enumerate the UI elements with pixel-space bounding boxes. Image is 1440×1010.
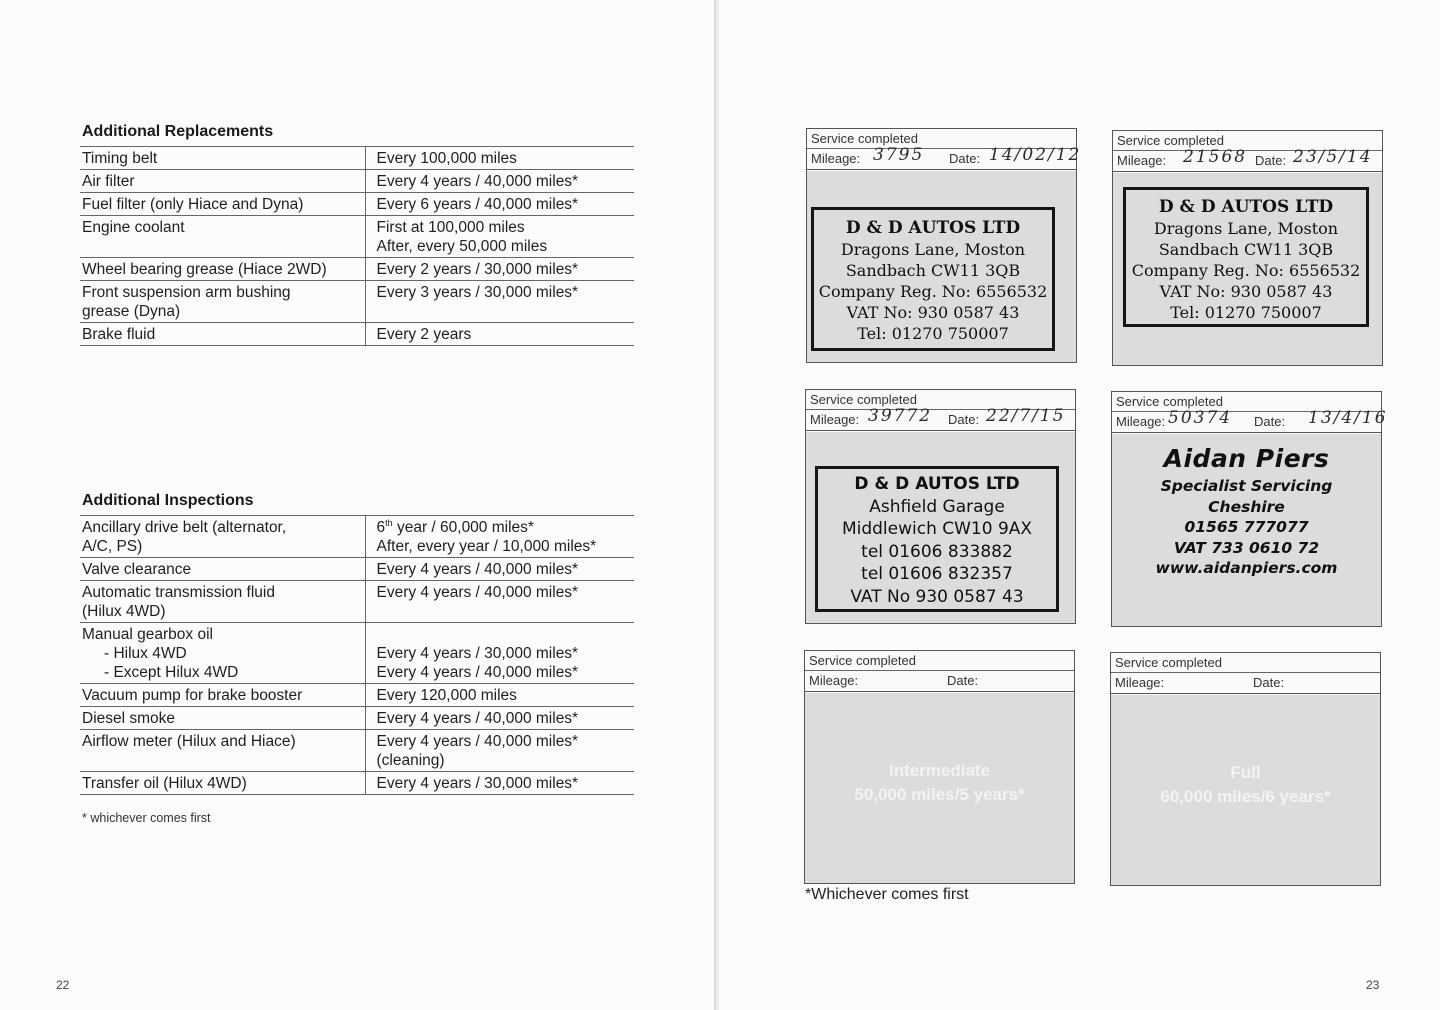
mileage-date-row xyxy=(1113,147,1382,172)
item-cell: Fuel filter (only Hiace and Dyna) xyxy=(80,193,365,216)
inspections-table xyxy=(80,515,634,795)
date-label: Date: xyxy=(1255,153,1287,168)
service-box-header xyxy=(1113,131,1382,173)
interval-cell: Every 4 years / 30,000 miles* Every 4 years / 40,000 miles* xyxy=(376,645,579,681)
service-box xyxy=(805,389,1076,624)
mileage-date-row xyxy=(807,145,1082,170)
service-box xyxy=(806,128,1082,363)
interval-watermark: Full 60,000 miles/6 years* xyxy=(1160,763,1331,806)
table-row xyxy=(80,772,634,795)
service-box-header xyxy=(1112,392,1388,434)
service-box xyxy=(1111,391,1388,627)
service-completed-label: Service completed xyxy=(806,390,1075,410)
table-row xyxy=(80,623,634,684)
interval-cell: Every 3 years / 30,000 miles* xyxy=(376,284,579,301)
table-row xyxy=(80,258,634,281)
item-cell: Transfer oil (Hilux 4WD) xyxy=(80,772,365,795)
interval-cell: Every 4 years / 40,000 miles* xyxy=(376,710,579,727)
garage-stamp: D & D AUTOS LTD Dragons Lane, Moston Sandbach CW11 3QB Company Reg. No: 6556532 VAT No: 930 0587 43 Tel: 01270 750007 xyxy=(1123,187,1369,327)
table-row xyxy=(80,281,634,323)
footnote: * whichever comes first xyxy=(82,811,211,825)
item-cell: Timing belt xyxy=(80,147,365,170)
replacements-title: Additional Replacements xyxy=(82,123,274,140)
date-label: Date: xyxy=(947,673,979,688)
interval-cell: Every 4 years / 40,000 miles* xyxy=(376,173,579,190)
item-cell: Front suspension arm bushing grease (Dyna) xyxy=(80,281,365,323)
interval-cell: Every 4 years / 40,000 miles* xyxy=(376,561,579,578)
table-row xyxy=(80,147,634,170)
interval-cell: Every 4 years / 40,000 miles* xyxy=(376,584,579,601)
mileage-label: Mileage: xyxy=(810,412,860,427)
table-row xyxy=(80,216,634,258)
mileage-label: Mileage: xyxy=(1117,153,1167,168)
interval-cell: Every 2 years / 30,000 miles* xyxy=(376,261,579,278)
item-cell: Brake fluid xyxy=(80,323,365,346)
interval-cell: Every 4 years / 40,000 miles* (cleaning) xyxy=(376,733,579,769)
handwritten-date: 14/02/12 xyxy=(989,145,1082,165)
table-row xyxy=(80,684,634,707)
table-row xyxy=(80,323,634,346)
service-completed-label: Service completed xyxy=(1113,131,1382,151)
item-cell: Valve clearance xyxy=(80,558,365,581)
inspections-title: Additional Inspections xyxy=(82,492,254,509)
table-row xyxy=(80,730,634,772)
interval-cell: Every 6 years / 40,000 miles* xyxy=(376,196,579,213)
mileage-label: Mileage: xyxy=(809,673,859,688)
table-row xyxy=(80,558,634,581)
interval-cell: 6th year / 60,000 miles* After, every year / 10,000 miles* xyxy=(376,517,597,555)
mileage-label: Mileage: xyxy=(1115,675,1165,690)
item-cell: Wheel bearing grease (Hiace 2WD) xyxy=(80,258,365,281)
table-row xyxy=(80,170,634,193)
item-cell: Engine coolant xyxy=(80,216,365,258)
service-box-header xyxy=(807,129,1082,171)
item-cell: Ancillary drive belt (alternator, A/C, PS) xyxy=(80,516,365,558)
date-label: Date: xyxy=(949,151,981,166)
interval-watermark: Intermediate 50,000 miles/5 years* xyxy=(854,761,1025,804)
replacements-table xyxy=(80,146,634,346)
service-completed-label: Service completed xyxy=(807,129,1076,149)
garage-stamp: Aidan Piers Specialist Servicing Cheshire 01565 777077 VAT 733 0610 72 www.aidanpiers.com xyxy=(1155,444,1338,577)
interval-cell: Every 4 years / 30,000 miles* xyxy=(376,775,579,792)
garage-stamp: D & D AUTOS LTD Dragons Lane, Moston Sandbach CW11 3QB Company Reg. No: 6556532 VAT No: 930 0587 43 Tel: 01270 750007 xyxy=(811,207,1055,351)
handwritten-date: 23/5/14 xyxy=(1293,147,1373,167)
handwritten-date: 13/4/16 xyxy=(1308,408,1388,428)
item-cell: Airflow meter (Hilux and Hiace) xyxy=(80,730,365,772)
handwritten-mileage: 50374 xyxy=(1168,408,1233,428)
left-page xyxy=(0,0,716,1010)
interval-cell: First at 100,000 miles After, every 50,000 miles xyxy=(376,219,548,255)
interval-cell: Every 100,000 miles xyxy=(376,150,517,167)
item-cell: Manual gearbox oil - Hilux 4WD - Except Hilux 4WD xyxy=(80,623,365,684)
interval-cell: Every 120,000 miles xyxy=(376,687,517,704)
service-box-header xyxy=(805,651,1074,693)
service-box xyxy=(804,650,1075,884)
handwritten-date: 22/7/15 xyxy=(986,406,1066,426)
table-row xyxy=(80,516,634,558)
handwritten-mileage: 39772 xyxy=(868,406,933,426)
service-completed-label: Service completed xyxy=(1111,653,1380,673)
item-cell: Diesel smoke xyxy=(80,707,365,730)
mileage-label: Mileage: xyxy=(1116,414,1166,429)
service-box xyxy=(1112,130,1383,366)
mileage-date-row xyxy=(1111,673,1380,694)
item-cell: Air filter xyxy=(80,170,365,193)
handwritten-mileage: 3795 xyxy=(873,145,925,165)
table-row xyxy=(80,193,634,216)
mileage-date-row xyxy=(806,406,1075,431)
date-label: Date: xyxy=(1253,675,1285,690)
mileage-date-row xyxy=(805,671,1074,692)
mileage-date-row xyxy=(1112,408,1388,433)
table-row xyxy=(80,707,634,730)
date-label: Date: xyxy=(948,412,980,427)
page-number: 22 xyxy=(56,978,70,992)
item-cell: Automatic transmission fluid (Hilux 4WD) xyxy=(80,581,365,623)
mileage-label: Mileage: xyxy=(811,151,861,166)
date-label: Date: xyxy=(1254,414,1286,429)
footnote: *Whichever comes first xyxy=(805,886,969,903)
service-box-header xyxy=(806,390,1075,432)
item-cell: Vacuum pump for brake booster xyxy=(80,684,365,707)
garage-stamp: D & D AUTOS LTD Ashfield Garage Middlewich CW10 9AX tel 01606 833882 tel 01606 832357 VAT No 930 0587 43 xyxy=(815,466,1059,612)
page-number: 23 xyxy=(1366,978,1380,992)
service-completed-label: Service completed xyxy=(805,651,1074,671)
service-completed-label: Service completed xyxy=(1112,392,1381,412)
interval-cell: Every 2 years xyxy=(376,326,472,343)
service-box-header xyxy=(1111,653,1380,695)
table-row xyxy=(80,581,634,623)
service-box xyxy=(1110,652,1381,886)
handwritten-mileage: 21568 xyxy=(1183,147,1248,167)
